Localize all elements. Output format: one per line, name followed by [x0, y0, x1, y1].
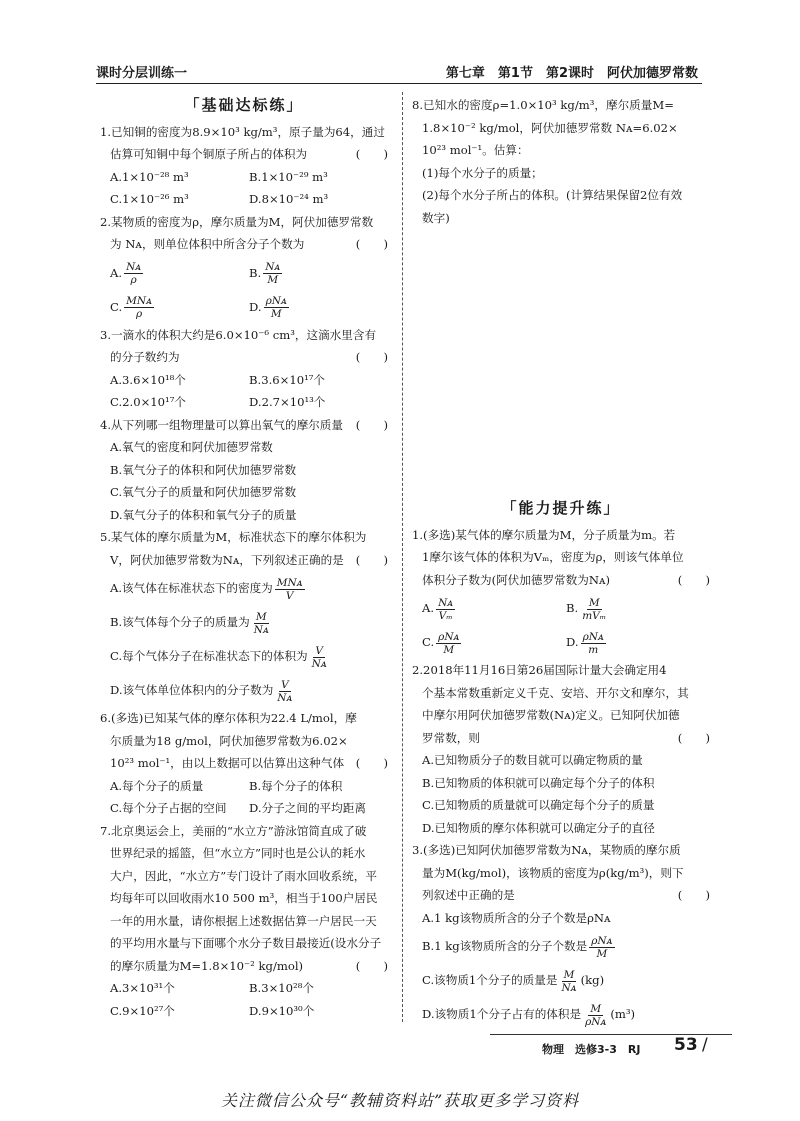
option-c: C.9×10²⁷个	[110, 1003, 175, 1018]
answer-bracket: ( )	[355, 958, 388, 973]
option-c: C.2.0×10¹⁷个	[110, 395, 186, 409]
option-d: D.该物质1个分子占有的体积是 $\frac{M}{\text{ρNᴀ}}$ (m³)	[422, 1002, 636, 1028]
option-d: D. $\frac{\text{ρNᴀ}}{m}$	[566, 630, 604, 656]
options	[100, 775, 388, 820]
option-d: D.2.7×10¹³个	[249, 395, 326, 409]
left-column	[100, 94, 388, 1022]
option-b: B. $\frac{\text{Nᴀ}}{M}$	[249, 261, 281, 286]
option-a: A. $\frac{\text{Nᴀ}}{\text{Vₘ}}$	[422, 596, 454, 622]
question-1: 1.已知铜的密度为8.9×10³ kg/m³，原子量为64，通过 估算可知铜中每个铜原子所占的体积为 ( ) A.1×10⁻²⁸ m³ B.1×10⁻²⁹ m³ C.1×10⁻²⁶ m³ D.8×10⁻²⁴ m³	[100, 121, 388, 211]
question-r3: 3.(多选)已知阿伏加德罗常数为Nᴀ，某物质的摩尔质 量为M(kg/mol)，该物质的密度为ρ(kg/m³)，则下 列叙述中正确的是 ( ) A.1 kg该物质所含的分子个数是ρNᴀ B.1 kg该物质所含的分子个数是 $\frac{\text{ρNᴀ}}{M}$ C.该物质1个分子的质量是 $\frac{M}{\text{Nᴀ}}$ (kg) D.该物质1个分子占有的体积是 $\frac{M}{\text{ρNᴀ}}$ (m³)	[412, 839, 710, 1031]
answer-bracket: ( )	[355, 350, 388, 364]
question-r1: 1.(多选)某气体的摩尔质量为M，分子质量为m。若 1摩尔该气体的体积为Vₘ，密度为ρ，则该气体单位 体积分子数为(阿伏加德罗常数为Nᴀ) ( ) A. $\frac{\text{Nᴀ}}{\text{Vₘ}}$ B. $\frac{M}{\text{mVₘ}}$ C. $\frac{\text{ρNᴀ}}{M}$ D. $\frac{\text{ρNᴀ}}{m}$	[412, 524, 710, 660]
header-right: 第七章 第1节 第2课时 阿伏加德罗常数	[445, 66, 698, 81]
option-a: A.氧气的密度和阿伏加德罗常数	[110, 440, 273, 454]
footer-slash: /	[702, 1035, 708, 1055]
page-number: 53	[674, 1035, 698, 1055]
option-b: B.3×10²⁸个	[249, 981, 314, 995]
section-title-advanced: 「能力提升练」	[501, 499, 621, 517]
option-b: B.1×10⁻²⁹ m³	[249, 169, 328, 184]
option-a: A.已知物质分子的数目就可以确定物质的量	[422, 753, 643, 767]
options	[100, 166, 388, 211]
option-d: D.氧气分子的体积和氧气分子的质量	[110, 507, 297, 522]
question-4: 4.从下列哪一组物理量可以算出氧气的摩尔质量 ( ) A.氧气的密度和阿伏加德罗常数 B.氧气分子的体积和阿伏加德罗常数 C.氧气分子的质量和阿伏加德罗常数 D.氧气分子的体积和氧气分子的质量	[100, 414, 388, 527]
option-c: C.该物质1个分子的质量是 $\frac{M}{\text{Nᴀ}}$ (kg)	[422, 968, 605, 994]
option-c: C.已知物质的质量就可以确定每个分子的质量	[422, 798, 655, 812]
question-2: 2.某物质的密度为ρ，摩尔质量为M，阿伏加德罗常数 为 Nᴀ，则单位体积中所含分子个数为 ( ) A. $\frac{\text{Nᴀ}}{\rho}$ B. $\frac{\text{Nᴀ}}{M}$ C. $\frac{\text{MNᴀ}}{\rho}$ D. $\frac{\text{ρNᴀ}}{M}$	[100, 211, 388, 324]
option-c: C.氧气分子的质量和阿伏加德罗常数	[110, 485, 297, 499]
options	[100, 977, 388, 1022]
footer-text: 物理 选修3-3 RJ	[542, 1043, 641, 1056]
question-7: 7.北京奥运会上，美丽的“水立方”游泳馆简直成了破 世界纪录的摇篮，但“水立方”同时也是公认的耗水 大户，因此，“水立方”专门设计了雨水回收系统，平 均每年可以回收雨水10 500 m³，相当于100户居民 一年的用水量，请你根据上述数据估算一户居民一天 的平均用水量与下面哪个水分子数目最接近(设水分子 的摩尔质量为M=1.8×10⁻² kg/mol) ( ) A.3×10³¹个 B.3×10²⁸个 C.9×10²⁷个 D.9×10³⁰个	[100, 820, 388, 1023]
option-c: C.每个分子占据的空间	[110, 801, 227, 815]
option-d: D.分子之间的平均距离	[249, 801, 366, 815]
option-a: A.1×10⁻²⁸ m³	[110, 169, 189, 184]
option-b: B.氧气分子的体积和阿伏加德罗常数	[110, 462, 297, 477]
option-d: D.该气体单位体积内的分子数为 $\frac{V}{\text{Nᴀ}}$	[110, 678, 293, 704]
answer-bracket: ( )	[355, 756, 388, 770]
option-c: C.每个气体分子在标准状态下的体积为 $\frac{V}{\text{Nᴀ}}$	[110, 644, 327, 670]
options	[100, 256, 388, 324]
column-divider	[402, 92, 403, 1022]
option-c: C. $\frac{\text{MNᴀ}}{\rho}$	[110, 295, 153, 320]
option-d: D.9×10³⁰个	[249, 1003, 315, 1018]
answer-bracket: ( )	[677, 888, 710, 902]
option-c: C. $\frac{\text{ρNᴀ}}{M}$	[422, 630, 460, 656]
option-b: B.该气体每个分子的质量为 $\frac{M}{\text{Nᴀ}}$	[110, 610, 269, 636]
option-b: B.已知物质的体积就可以确定每个分子的体积	[422, 775, 655, 790]
option-a: A.每个分子的质量	[110, 778, 204, 793]
option-a: A.3×10³¹个	[110, 981, 175, 995]
right-column	[412, 94, 710, 1031]
option-d: D. $\frac{\text{ρNᴀ}}{M}$	[249, 295, 287, 320]
answer-bracket: ( )	[677, 730, 710, 745]
option-c: C.1×10⁻²⁶ m³	[110, 192, 189, 206]
answer-bracket: ( )	[355, 552, 388, 567]
question-3: 3.一滴水的体积大约是6.0×10⁻⁶ cm³，这滴水里含有 的分子数约为 ( ) A.3.6×10¹⁸个 B.3.6×10¹⁷个 C.2.0×10¹⁷个 D.2.7×10¹³个	[100, 324, 388, 414]
option-a: A.3.6×10¹⁸个	[110, 372, 186, 387]
answer-bracket: ( )	[355, 147, 388, 161]
option-d: D.已知物质的摩尔体积就可以确定分子的直径	[422, 820, 655, 835]
header-rule	[96, 83, 702, 84]
section-title-basic: 「基础达标练」	[184, 96, 304, 114]
options	[412, 591, 710, 659]
option-a: A.该气体在标准状态下的密度为 $\frac{\text{MNᴀ}}{V}$	[110, 576, 303, 602]
watermark-text: 关注微信公众号“教辅资料站”获取更多学习资料	[220, 1091, 580, 1110]
question-5: 5.某气体的摩尔质量为M，标准状态下的摩尔体积为 V，阿伏加德罗常数为Nᴀ，下列叙述正确的是 ( ) A.该气体在标准状态下的密度为 $\frac{\text{MNᴀ}}{V}$ B.该气体每个分子的质量为 $\frac{M}{\text{Nᴀ}}$ C.每个气体分子在标准状态下的体积为 $\frac{V}{\text{Nᴀ}}$ D.该气体单位体积内的分子数为 $\frac{V}{\text{Nᴀ}}$	[100, 526, 388, 707]
option-a: A.1 kg该物质所含的分子个数是ρNᴀ	[422, 910, 611, 925]
option-b: B.3.6×10¹⁷个	[249, 372, 325, 387]
option-a: A. $\frac{\text{Nᴀ}}{\rho}$	[110, 261, 142, 286]
option-b: B. $\frac{M}{\text{mVₘ}}$	[566, 596, 607, 622]
page-footer	[490, 1034, 732, 1057]
question-6: 6.(多选)已知某气体的摩尔体积为22.4 L/mol，摩 尔质量为18 g/mol，阿伏加德罗常数为6.02× 10²³ mol⁻¹，由以上数据可以估算出这种气体 ( ) A.每个分子的质量 B.每个分子的体积 C.每个分子占据的空间 D.分子之间的平均距离	[100, 707, 388, 820]
option-b: B.每个分子的体积	[249, 778, 343, 793]
option-d: D.8×10⁻²⁴ m³	[249, 192, 329, 206]
answer-bracket: ( )	[355, 417, 388, 432]
answer-space	[412, 229, 710, 497]
answer-bracket: ( )	[677, 572, 710, 587]
header-left: 课时分层训练一	[96, 66, 188, 81]
question-8: 8.已知水的密度ρ=1.0×10³ kg/m³，摩尔质量M= 1.8×10⁻² kg/mol，阿伏加德罗常数 Nᴀ=6.02× 10²³ mol⁻¹。估算： (1)每个水分子的质量； (2)每个水分子所占的体积。(计算结果保留2位有效 数字)	[412, 98, 683, 225]
option-b: B.1 kg该物质所含的分子个数是 $\frac{\text{ρNᴀ}}{M}$	[422, 934, 613, 960]
question-r2: 2.2018年11月16日第26届国际计量大会确定用4 个基本常数重新定义千克、安培、开尔文和摩尔，其 中摩尔用阿伏加德罗常数(Nᴀ)定义。已知阿伏加德 罗常数，则 ( ) A.已知物质分子的数目就可以确定物质的量 B.已知物质的体积就可以确定每个分子的体积 C.已知物质的质量就可以确定每个分子的质量 D.已知物质的摩尔体积就可以确定分子的直径	[412, 659, 710, 839]
answer-bracket: ( )	[355, 237, 388, 251]
options	[100, 369, 388, 414]
